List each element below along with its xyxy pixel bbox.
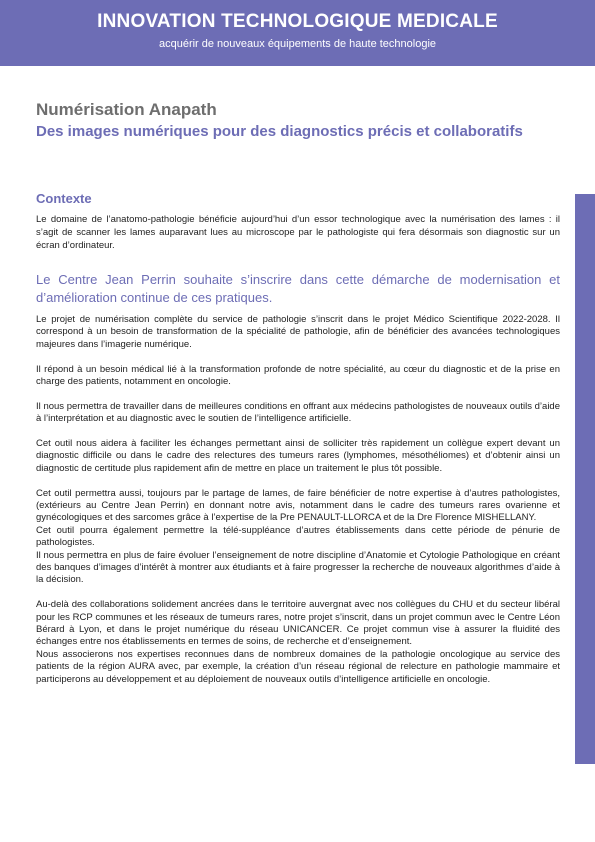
- side-accent-bar: [575, 194, 595, 764]
- paragraph-6: Au-delà des collaborations solidement ancrées dans le territoire auvergnat avec nos collègues du CHU et du secteur libéral pour les RCP communes et les réseaux de tumeurs rares, notre projet s’inscrit, dans un projet commun avec le Centre Léon Bérard à Lyon, et dans le projet numérique du réseau UNICANCER. Ce projet commun vise à assurer la fluidité des échanges entre nos établissements en termes de soins, de recherche et d’enseignement. Nous associerons nos expertises reconnues dans de nombreux domaines de la pathologie oncologique au service des patients de la région AURA avec, par exemple, la création d’un réseau régional de relecture en pathologie mammaire et participerons au développement et au déploiement de nouveaux outils d’intelligence artificielle en oncologie.: [36, 599, 560, 685]
- highlight-statement: Le Centre Jean Perrin souhaite s’inscrire dans cette démarche de modernisation et d’amélioration continue de ces pratiques.: [36, 272, 560, 305]
- header-banner: [0, 0, 595, 66]
- paragraph-1: Le projet de numérisation complète du service de pathologie s’inscrit dans le projet Médico Scientifique 2022-2028. Il correspond à un besoin de transformation de la spécialité de pathologie, afin de bénéficier des avancées technologiques majeures dans l’imagerie numérique.: [36, 314, 560, 350]
- banner-title: INNOVATION TECHNOLOGIQUE MEDICALE: [97, 11, 498, 32]
- paragraph-2: Il répond à un besoin médical lié à la transformation profonde de notre spécialité, au cœur du diagnostic et de la prise en charge des patients, notamment en oncologie.: [36, 363, 560, 388]
- paragraph-5: Cet outil permettra aussi, toujours par le partage de lames, de faire bénéficier de notre expertise à d’autres pathologistes, (extérieurs au Centre Jean Perrin) en donnant notre avis, notamment dans le cadre des tumeurs rares ovarienne et gynécologiques et des sarcomes grâce à l’expertise de la Pre PENAULT-LLORCA et de la Dre Florence MISHELLANY. Cet outil pourra également permettre la télé-suppléance d’autres établissements dans cette période de pénurie de pathologistes. Il nous permettra en plus de faire évoluer l’enseignement de notre discipline d’Anatomie et Cytologie Pathologique en créant des banques d’images d’intérêt à montrer aux étudiants et à faire progresser la recherche de nouveaux algorithmes d’aide à la décision.: [36, 487, 560, 586]
- section-heading-contexte: Contexte: [36, 191, 92, 206]
- page-subtitle: Des images numériques pour des diagnostics précis et collaboratifs: [36, 123, 523, 140]
- paragraph-4: Cet outil nous aidera à faciliter les échanges permettant ainsi de solliciter très rapidement un collègue expert devant un diagnostic difficile ou dans le cadre des relectures des tumeurs rares (lymphomes, mésothéliomes) et d’obtenir ainsi un diagnostic de certitude plus rapidement afin de mettre en place un traitement le plus tôt possible.: [36, 438, 560, 474]
- body-text: [36, 314, 560, 699]
- paragraph-3: Il nous permettra de travailler dans de meilleures conditions en offrant aux médecins pathologistes de nouveaux outils d’aide à l’interprétation et au diagnostic avec le soutien de l’intelligence artificielle.: [36, 400, 560, 425]
- context-paragraph: Le domaine de l’anatomo-pathologie bénéficie aujourd’hui d’un essor technologique avec la numérisation des lames : il s’agit de scanner les lames auparavant lues au microscope par le pathologiste qui fera désormais son diagnostic sur un écran d’ordinateur.: [36, 214, 560, 251]
- banner-subtitle: acquérir de nouveaux équipements de haute technologie: [158, 38, 437, 50]
- page-title: Numérisation Anapath: [36, 100, 217, 119]
